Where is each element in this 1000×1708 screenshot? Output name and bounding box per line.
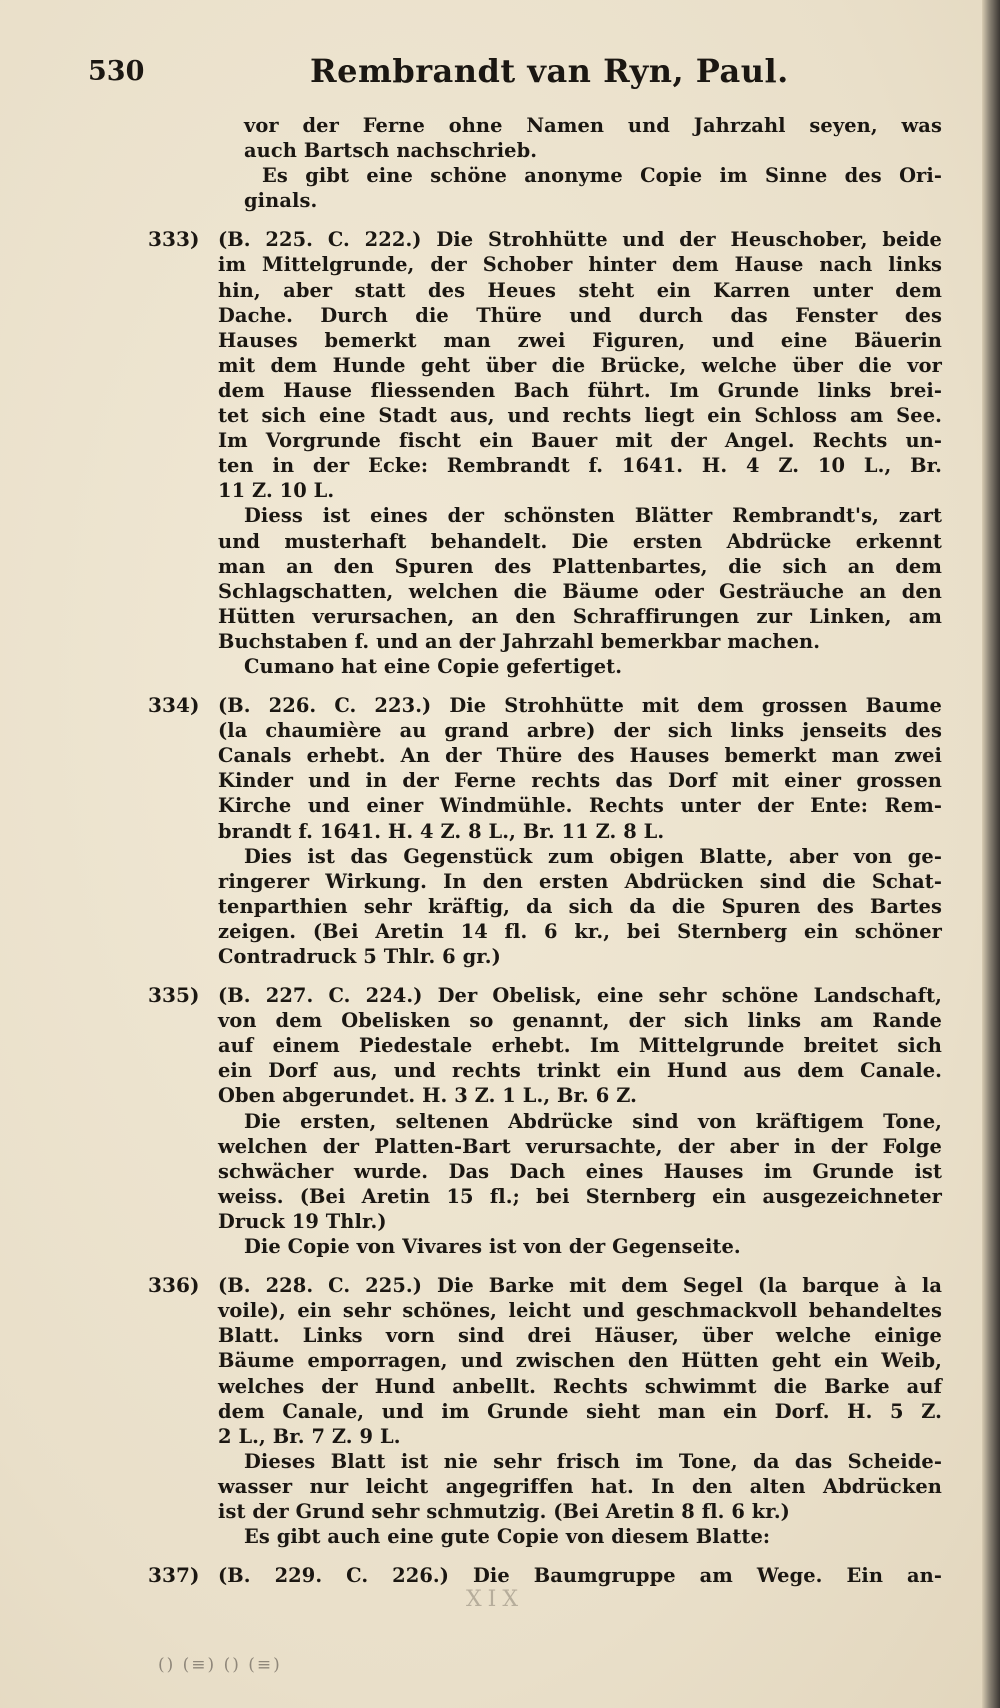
text-line: Die ersten, seltenen Abdrücke sind von kräftigem Tone, [244, 1109, 942, 1133]
text-line: Dache. Durch die Thüre und durch das Fenster des [218, 303, 942, 327]
text-line: Die Copie von Vivares ist von der Gegenseite. [244, 1235, 741, 1259]
text-line: auf einem Piedestale erhebt. Im Mittelgrunde breitet sich [218, 1034, 942, 1058]
text-line: auch Bartsch nachschrieb. [244, 139, 538, 163]
entry-gap [0, 969, 990, 983]
entry-gap [0, 679, 990, 693]
entry-number: 334) [148, 693, 200, 718]
text-line: tenparthien sehr kräftig, da sich da die Spuren des Bartes [218, 894, 942, 918]
text-line: dem Canale, und im Grunde sieht man ein Dorf. H. 5 Z. [218, 1399, 942, 1423]
text-line: Dieses Blatt ist nie sehr frisch im Tone, da das Scheide- [244, 1449, 942, 1473]
text-line: Hütten verursachen, an den Schraffirungen zur Linken, am [218, 604, 942, 628]
catalogue-entry [0, 983, 990, 1259]
page-number: 530 [88, 56, 145, 87]
text-line: Im Vorgrunde fischt ein Bauer mit der Angel. Rechts un- [218, 429, 942, 453]
catalogue-entry [0, 1273, 990, 1549]
text-line: dem Hause fliessenden Bach führt. Im Grunde links brei- [218, 378, 942, 402]
entry-number: 336) [148, 1273, 200, 1298]
text-line: tet sich eine Stadt aus, und rechts liegt ein Schloss am See. [218, 404, 942, 428]
text-line: mit dem Hunde geht über die Brücke, welche über die vor [218, 353, 942, 377]
text-line: Diess ist eines der schönsten Blätter Rembrandt's, zart [244, 504, 942, 528]
text-line: Contradruck 5 Thlr. 6 gr.) [218, 945, 501, 968]
catalogue-entry [0, 113, 990, 213]
text-line: ist der Grund sehr schmutzig. (Bei Aretin 8 fl. 6 kr.) [218, 1499, 790, 1523]
text-line: man an den Spuren des Plattenbartes, die sich an dem [218, 554, 942, 578]
text-line: ten in der Ecke: Rembrandt f. 1641. H. 4 Z. 10 L., Br. [218, 454, 942, 478]
text-line: Es gibt auch eine gute Copie von diesem Blatte: [244, 1525, 771, 1549]
text-line: (B. 228. C. 225.) Die Barke mit dem Segel (la barque à la 336) [148, 1273, 942, 1298]
text-line: (B. 229. C. 226.) Die Baumgruppe am Wege. Ein an- 337) [148, 1563, 942, 1588]
text-line: Cumano hat eine Copie gefertiget. [244, 654, 623, 678]
catalogue-entry [0, 693, 990, 969]
text-line: (B. 226. C. 223.) Die Strohhütte mit dem grossen Baume 334) [148, 693, 942, 718]
entry-gap [0, 213, 990, 227]
text-line: Blatt. Links vorn sind drei Häuser, über welche einige [218, 1324, 942, 1348]
entry-number: 333) [148, 227, 200, 252]
text-line: Dies ist das Gegenstück zum obigen Blatte, aber von ge- [244, 844, 942, 868]
entry-number: 335) [148, 983, 200, 1008]
catalogue-text [0, 113, 990, 1588]
catalogue-entry [0, 1563, 990, 1588]
entry-number: 337) [148, 1563, 200, 1588]
text-line: weiss. (Bei Aretin 15 fl.; bei Sternberg ein ausgezeichneter [218, 1184, 942, 1208]
library-stamp: () (≡) () (≡) [158, 1655, 282, 1675]
text-line: brandt f. 1641. H. 4 Z. 8 L., Br. 11 Z. 8 L. [218, 819, 665, 843]
running-title: Rembrandt van Ryn, Paul. [310, 52, 789, 90]
text-line: (B. 227. C. 224.) Der Obelisk, eine sehr schöne Landschaft, 335) [148, 983, 942, 1008]
text-line: 11 Z. 10 L. [218, 479, 335, 503]
text-line: ginals. [244, 189, 318, 213]
text-line: von dem Obelisken so genannt, der sich links am Rande [218, 1009, 942, 1033]
text-line: (B. 225. C. 222.) Die Strohhütte und der Heuschober, beide 333) [148, 227, 942, 252]
entry-gap [0, 1259, 990, 1273]
text-line: ein Dorf aus, und rechts trinkt ein Hund aus dem Canale. [218, 1059, 942, 1083]
text-line: Canals erhebt. An der Thüre des Hauses bemerkt man zwei [218, 744, 942, 768]
text-line: Kinder und in der Ferne rechts das Dorf mit einer grossen [218, 769, 942, 793]
text-line: hin, aber statt des Heues steht ein Karren unter dem [218, 278, 942, 302]
page-header [0, 52, 990, 96]
text-line: Bäume emporragen, und zwischen den Hütten geht ein Weib, [218, 1349, 942, 1373]
signature-marks: XIX [465, 1587, 524, 1612]
catalogue-entry [0, 227, 990, 679]
text-line: ringerer Wirkung. In den ersten Abdrücken sind die Schat- [218, 869, 942, 893]
text-line: schwächer wurde. Das Dach eines Hauses im Grunde ist [218, 1159, 942, 1183]
text-line: Hauses bemerkt man zwei Figuren, und eine Bäuerin [218, 328, 942, 352]
text-line: voile), ein sehr schönes, leicht und geschmackvoll behandeltes [218, 1299, 942, 1323]
text-line: 2 L., Br. 7 Z. 9 L. [218, 1424, 401, 1448]
page-edge [982, 0, 1000, 1708]
text-line: welches der Hund anbellt. Rechts schwimmt die Barke auf [218, 1374, 942, 1398]
text-line: und musterhaft behandelt. Die ersten Abdrücke erkennt [218, 529, 942, 553]
text-line: wasser nur leicht angegriffen hat. In den alten Abdrücken [218, 1474, 942, 1498]
text-line: vor der Ferne ohne Namen und Jahrzahl seyen, was [244, 114, 942, 137]
text-line: Es gibt eine schöne anonyme Copie im Sinne des Ori- [262, 164, 942, 188]
text-line: Kirche und einer Windmühle. Rechts unter der Ente: Rem- [218, 794, 942, 818]
text-line: Oben abgerundet. H. 3 Z. 1 L., Br. 6 Z. [218, 1084, 637, 1108]
text-line: Schlagschatten, welchen die Bäume oder Gesträuche an den [218, 579, 942, 603]
text-line: Buchstaben f. und an der Jahrzahl bemerkbar machen. [218, 629, 821, 653]
text-line: zeigen. (Bei Aretin 14 fl. 6 kr., bei Sternberg ein schöner [218, 919, 942, 943]
text-line: (la chaumière au grand arbre) der sich links jenseits des [218, 719, 942, 743]
text-line: im Mittelgrunde, der Schober hinter dem Hause nach links [218, 253, 942, 277]
text-line: welchen der Platten-Bart verursachte, der aber in der Folge [218, 1134, 942, 1158]
text-line: Druck 19 Thlr.) [218, 1209, 387, 1233]
entry-gap [0, 1549, 990, 1563]
